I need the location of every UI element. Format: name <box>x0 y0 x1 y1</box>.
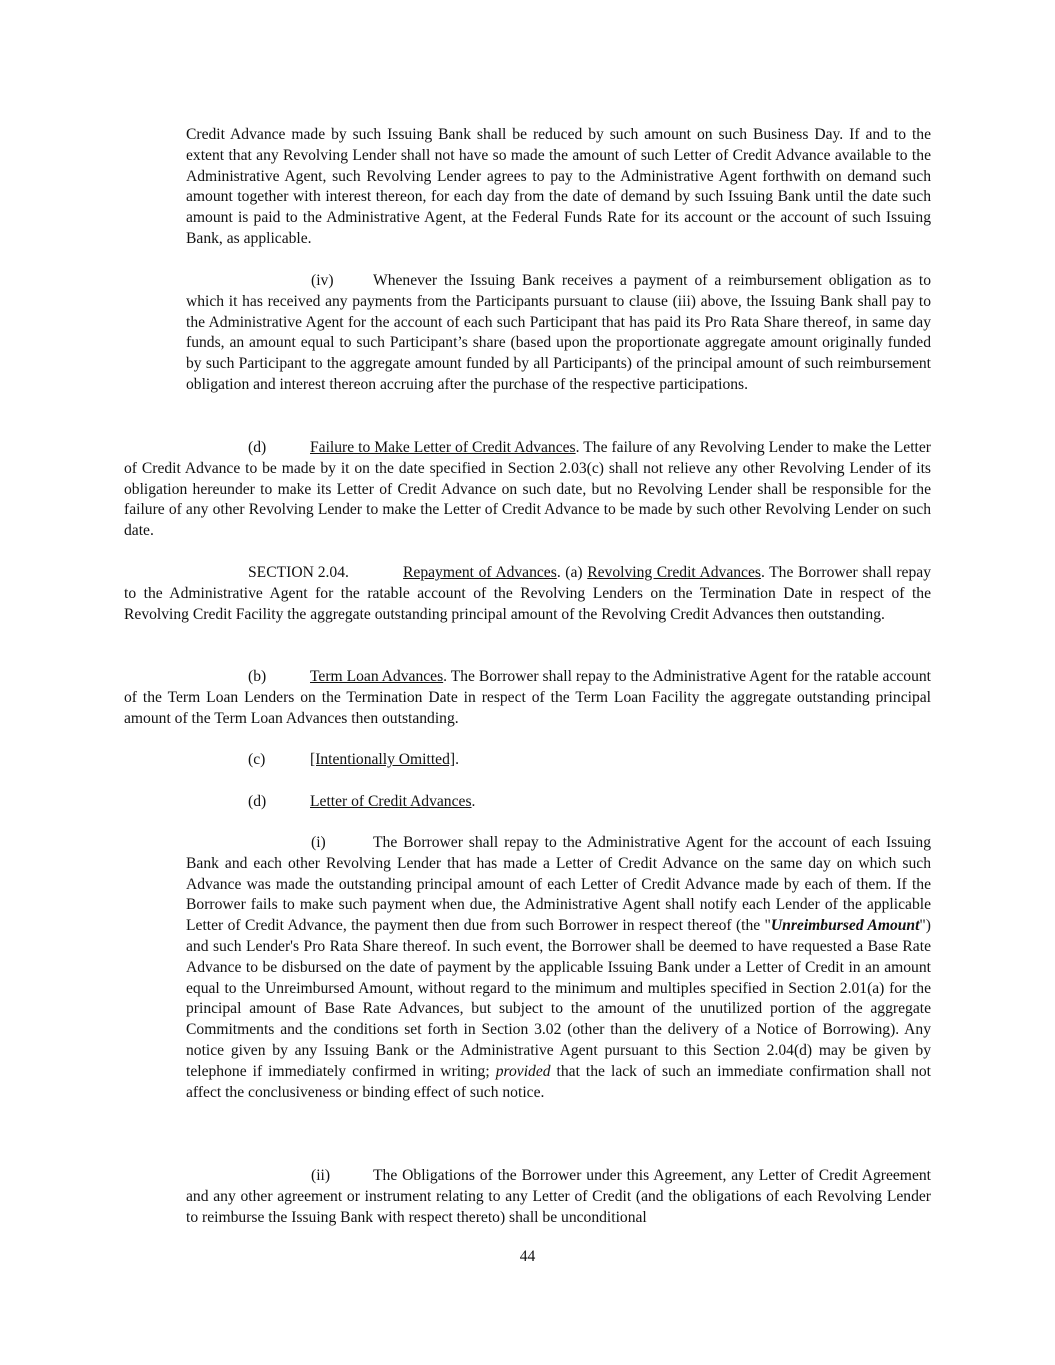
paragraph-ii <box>186 1166 931 1228</box>
paragraph-c-omitted <box>248 750 459 771</box>
paragraph-text: . The failure of any Revolving Lender to make the Letter of Credit Advance to be made by it on the date specified in Section 2.03(c) shall not relieve any other Revolving Lender of its obligation hereunder to make its Letter of Credit Advance on such date, but no Revolving Lender shall be responsible for the failure of any other Revolving Lender to make the Letter of Credit Advance to be made by such other Revolving Lender on such date. <box>124 439 931 540</box>
paragraph-text: Whenever the Issuing Bank receives a payment of a reimbursement obligation as to which it has received any payments from the Participants pursuant to clause (iii) above, the Issuing Bank shall pay to the Administrative Agent for the account of each such Participant that has paid its Pro Rata Share thereof, in same day funds, an amount equal to such Participant’s share (based upon the proportionate aggregate amount originally funded by such Participant to the aggregate amount funded by all Participants) of the principal amount of such reimbursement obligation and interest thereon accruing after the purchase of the respective participations. <box>186 272 931 393</box>
clause-title: Letter of Credit Advances <box>310 793 472 810</box>
paragraph-text: . <box>471 793 476 810</box>
paragraph-text: . The Borrower shall repay to the Administrative Agent for the ratable account of the Term Loan Lenders on the Termination Date in respect of the Term Loan Facility the aggregate outstanding principal amount of the Term Loan Advances then outstanding. <box>124 668 932 727</box>
section-label: SECTION 2.04. <box>248 564 349 581</box>
italic-proviso: provided <box>495 1062 551 1080</box>
paragraph-d-letter-of-credit <box>248 792 475 813</box>
paragraph-text: that the lack of such an immediate confirmation shall not affect the conclusiveness or binding effect of such notice. <box>186 1062 931 1101</box>
clause-title: Term Loan Advances <box>310 668 444 685</box>
paragraph-text: ") and such Lender's Pro Rata Share thereof. In such event, the Borrower shall be deemed to have requested a Base Rate Advance to be disbursed on the date of payment by the applicable Issuing Bank under a Letter of Credit in an amount equal to the Unreimbursed Amount, without regard to the minimum and multiples specified in Section 2.01(a) for the principal amount of Base Rate Advances, but subject to the amount of the unutilized portion of the aggregate Commitments and the conditions set forth in Section 3.02 (other than the delivery of a Notice of Borrowing). Any notice given by any Issuing Bank or the Administrative Agent pursuant to this Section 2.04(d) may be given by telephone if immediately confirmed in writing; <box>186 917 931 1080</box>
page-number: 44 <box>519 1248 536 1265</box>
paragraph-d-failure <box>124 438 931 542</box>
section-2-04 <box>124 563 931 625</box>
paragraph-text: Credit Advance made by such Issuing Bank shall be reduced by such amount on such Business Day. If and to the extent that any Revolving Lender shall not have so made the amount of such Letter of Credit Advance available to the Administrative Agent, such Revolving Lender agrees to pay to the Administrative Agent forthwith on demand such amount together with interest thereon, for each day from the date of demand by such Issuing Bank until the date such amount is paid to the Administrative Agent, at the Federal Funds Rate for its account or the account of such Issuing Bank, as applicable. <box>186 126 931 247</box>
paragraph-continuation <box>186 125 931 250</box>
clause-label: (c) <box>248 751 266 768</box>
clause-label: (i) <box>311 834 326 851</box>
section-title: Repayment of Advances <box>403 564 557 581</box>
paragraph-b-term-loan <box>124 667 931 729</box>
subclause-title: Revolving Credit Advances <box>587 564 761 581</box>
clause-label: (d) <box>248 793 267 810</box>
subclause-label: . (a) <box>556 564 583 581</box>
paragraph-text: . The Borrower shall repay to the Administrative Agent for the ratable account of the Revolving Lenders on the Termination Date in respect of the Revolving Credit Facility the aggregate outstanding principal amount of the Revolving Credit Advances then outstanding. <box>124 564 931 623</box>
defined-term: Unreimbursed Amount <box>770 917 920 935</box>
clause-label: (iv) <box>311 272 334 289</box>
paragraph-text: The Borrower shall repay to the Administrative Agent for the account of each Issuing Bank and each other Revolving Lender that has made a Letter of Credit Advance on the same day on which such Advance was made the outstanding principal amount of each Letter of Credit Advance made by each of them. If the Borrower fails to make such payment when due, the Administrative Agent shall notify each Lender of the applicable Letter of Credit Advance, the payment then due from such Borrower in respect thereof (the " <box>186 834 931 935</box>
paragraph-text: . <box>455 751 459 768</box>
paragraph-i <box>186 833 931 1103</box>
clause-title: [Intentionally Omitted] <box>310 751 456 768</box>
clause-label: (d) <box>248 439 267 456</box>
clause-title: Failure to Make Letter of Credit Advances <box>310 439 576 456</box>
clause-label: (b) <box>248 668 267 685</box>
clause-label: (ii) <box>311 1167 331 1184</box>
paragraph-text: The Obligations of the Borrower under this Agreement, any Letter of Credit Agreement and any other agreement or instrument relating to any Letter of Credit (and the obligations of each Revolving Lender to reimburse the Issuing Bank with respect thereto) shall be unconditional <box>186 1167 931 1226</box>
paragraph-iv <box>186 271 931 396</box>
